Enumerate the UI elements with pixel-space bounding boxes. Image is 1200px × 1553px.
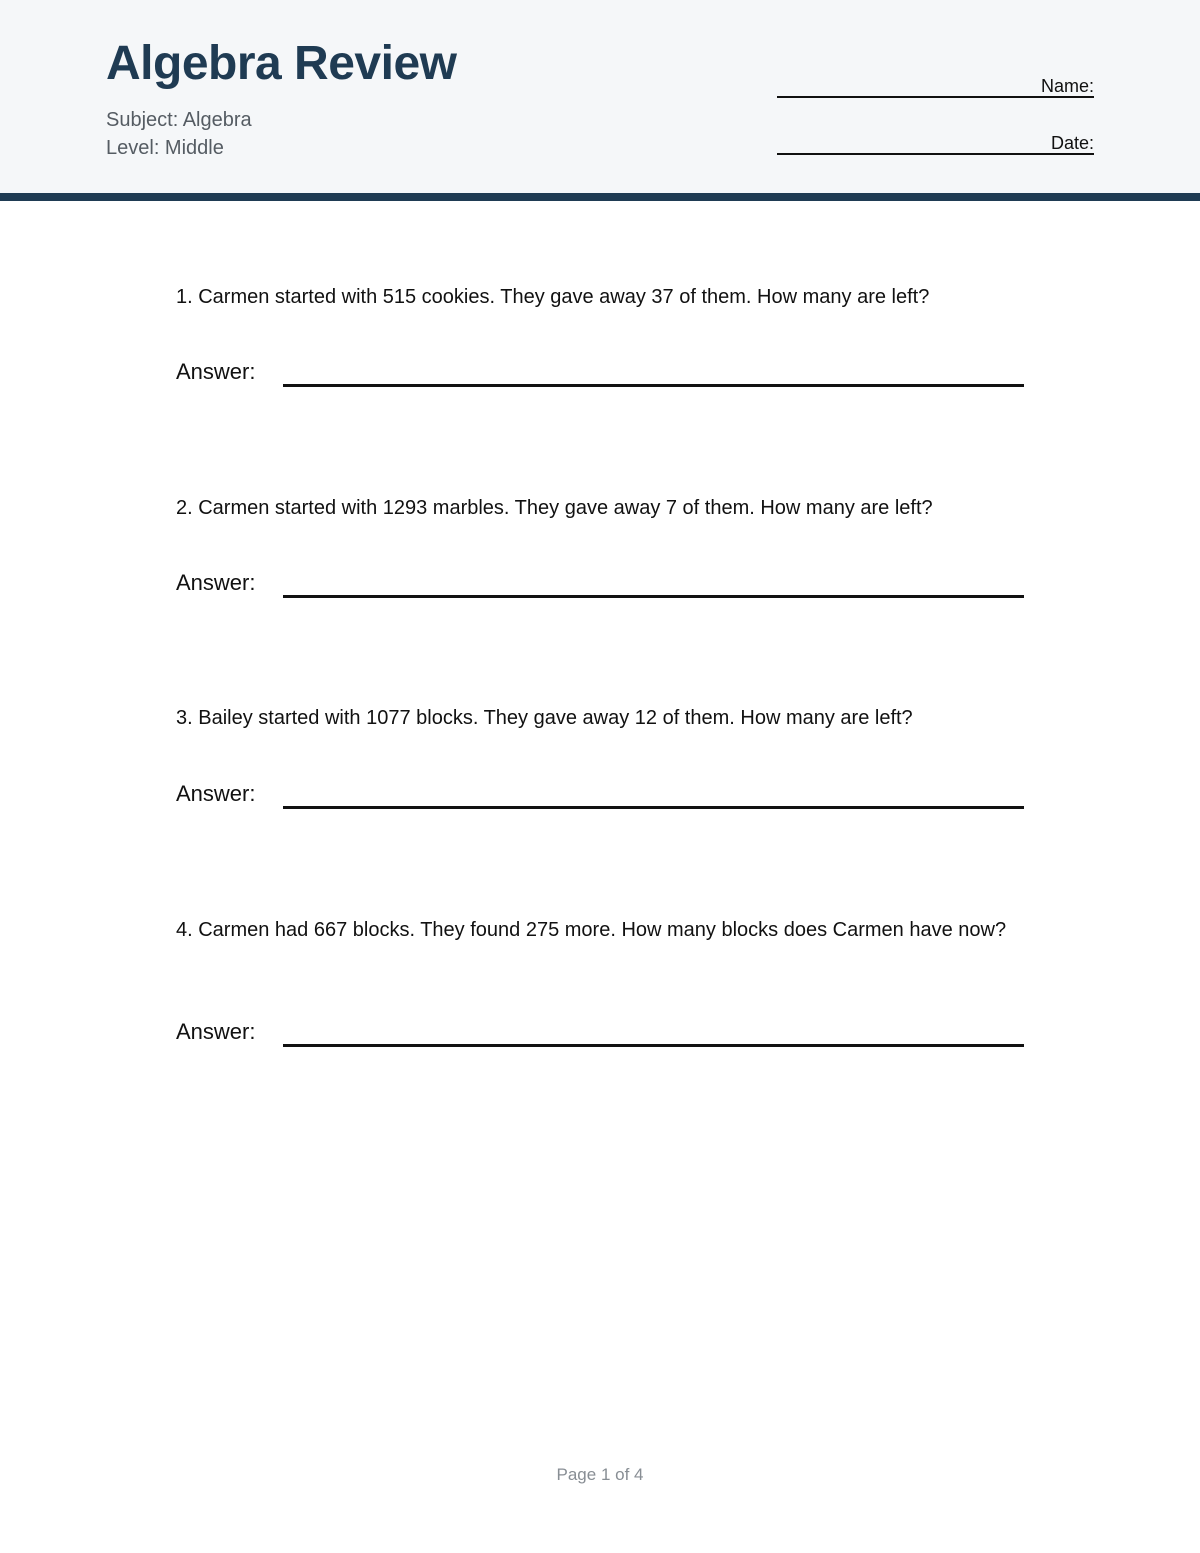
page-title: Algebra Review xyxy=(106,37,457,90)
answer-label: Answer: xyxy=(176,1019,256,1044)
question-1: 1. Carmen started with 515 cookies. They gave away 37 of them. How many are left? xyxy=(176,286,930,308)
header-divider xyxy=(0,193,1200,201)
question-2: 2. Carmen started with 1293 marbles. They gave away 7 of them. How many are left? xyxy=(176,497,933,519)
subject-label: Subject: Algebra xyxy=(106,109,252,131)
question-4: 4. Carmen had 667 blocks. They found 275 more. How many blocks does Carmen have now? xyxy=(176,919,1007,941)
question-3: 3. Bailey started with 1077 blocks. They gave away 12 of them. How many are left? xyxy=(176,707,913,729)
date-field[interactable] xyxy=(777,133,1094,155)
level-label: Level: Middle xyxy=(106,137,224,159)
answer-label: Answer: xyxy=(176,570,256,595)
worksheet-header xyxy=(0,0,1200,193)
answer-row-2 xyxy=(176,568,1024,598)
answer-line-2[interactable] xyxy=(283,595,1024,598)
date-label: Date: xyxy=(1050,133,1094,153)
answer-row-1 xyxy=(176,357,1024,387)
answer-row-4 xyxy=(176,1017,1024,1047)
answer-line-3[interactable] xyxy=(283,806,1024,809)
answer-label: Answer: xyxy=(176,781,256,806)
name-field[interactable] xyxy=(777,76,1094,98)
name-label: Name: xyxy=(1040,76,1094,96)
page-indicator: Page 1 of 4 xyxy=(556,1465,644,1484)
answer-line-1[interactable] xyxy=(283,384,1024,387)
answer-row-3 xyxy=(176,779,1024,809)
answer-line-4[interactable] xyxy=(283,1044,1024,1047)
answer-label: Answer: xyxy=(176,359,256,384)
